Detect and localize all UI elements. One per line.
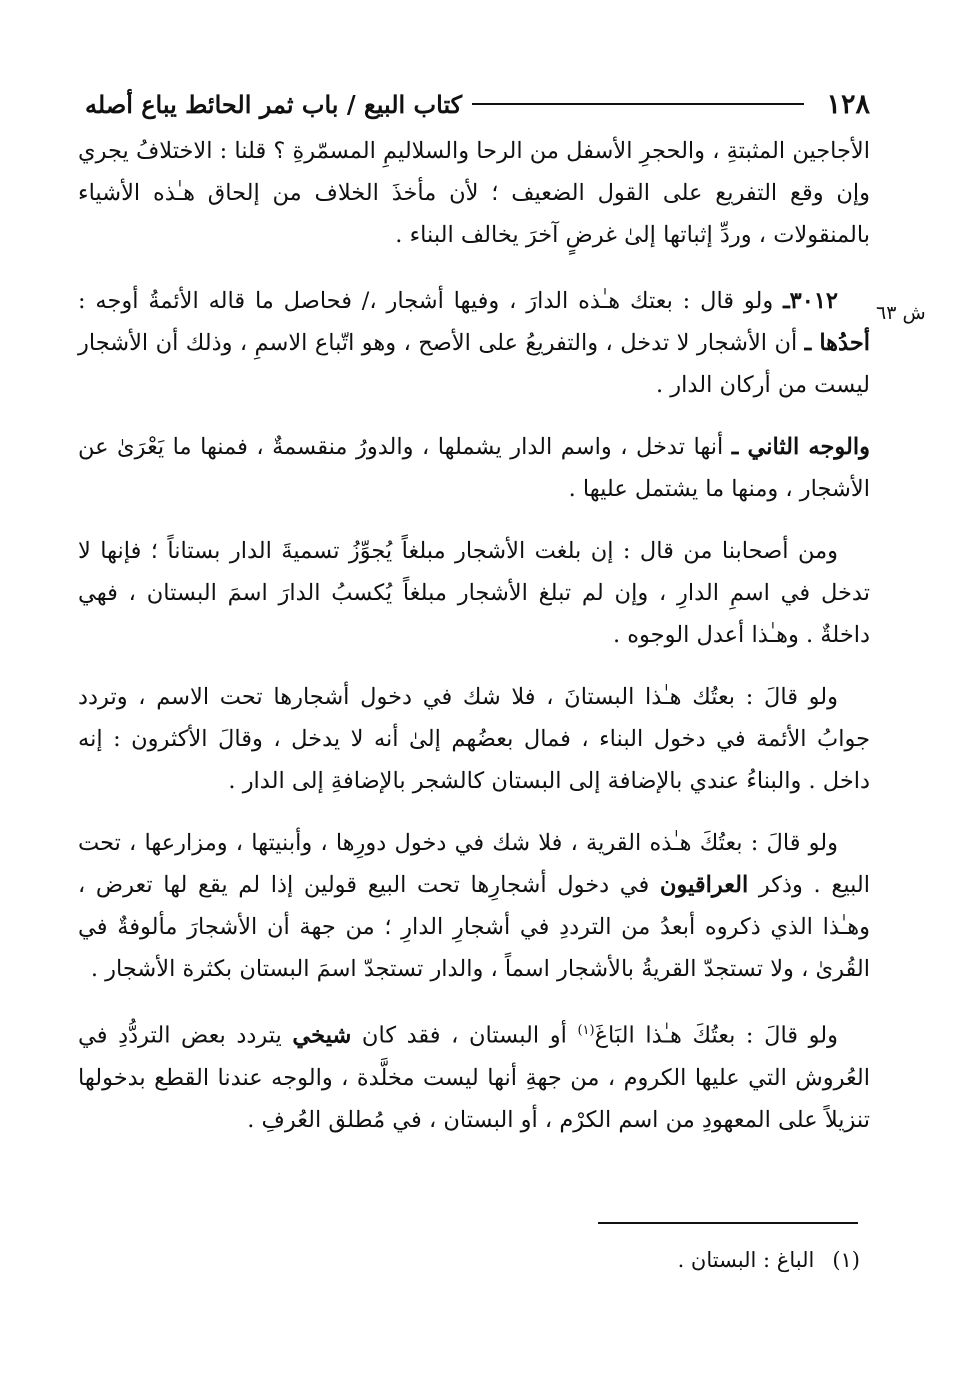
header-rule (472, 103, 804, 105)
page-header (85, 82, 870, 126)
page-number: ١٢٨ (826, 88, 870, 120)
footnote-number: (١) (832, 1248, 860, 1272)
footnote-marker[interactable]: (١) (577, 1023, 595, 1038)
footnote-separator (598, 1222, 858, 1224)
footnote (450, 1243, 860, 1277)
bold-term: أحدُها ـ (804, 330, 871, 356)
paragraph-text: ولو قالَ : بعتُك هـٰذا البستانَ ، فلا شك في دخول أشجارها تحت الاسم ، وتردد جوابُ الأئمة في دخول البناء ، فمال بعضُهم إلىٰ أنه لا يدخل ، وقالَ الأكثرون : إنه داخل . والبناءُ عندي بالإضافة إلى البستان كالشجر بالإضافةِ إلى الدار . (78, 684, 870, 794)
paragraph-text: يتردد بعض التردُّدِ في العُروش التي عليها الكروم ، من جهةِ أنها ليست مخلَّدة ، والوجه عندنا القطع بدخولها تنزيلاً على المعهودِ من اسم الكرْم ، أو البستان ، في مُطلق العُرفِ . (78, 1022, 870, 1133)
bold-term: والوجه الثاني ـ (731, 434, 870, 460)
paragraph-text: ولو قالَ : بعتُكَ هـٰذا البَاغَ (594, 1022, 839, 1049)
bold-term: العراقيون (659, 872, 749, 898)
bold-term: شيخي (292, 1022, 352, 1049)
paragraph-text: في دخول أشجارِها تحت البيع قولين إذا لم يقع لها تعرض ، وهـٰذا الذي ذكروه أبعدُ من الترددِ في أشجارِ الدارِ ؛ من جهة أن الأشجارَ مألوفةٌ في القُرىٰ ، ولا تستجدّ القريةُ بالأشجار اسماً ، والدار تستجدّ اسمَ البستان بكثرة الأشجار . (78, 872, 870, 982)
paragraph (78, 530, 870, 656)
paragraph-text: الأجاجين المثبتةِ ، والحجرِ الأسفل من الرحا والسلاليمِ المسمّرةِ ؟ قلنا : الاختلافُ يجري وإن وقع التفريع على القول الضعيف ؛ لأن مأخذَ الخلاف من إلحاق هـٰذه الأشياء بالمنقولات ، وردِّ إثباتها إلىٰ غرضٍ آخرَ يخالف البناء . (78, 138, 870, 248)
paragraph-text: ولو قالَ : بعتُكَ هـٰذه القرية ، فلا شك في دخول دورِها ، وأبنيتها ، ومزارعها ، تحت البيع . وذكر (78, 830, 870, 898)
paragraph (78, 676, 870, 802)
paragraph-text: أو البستان ، فقد كان (351, 1022, 578, 1049)
margin-reference: ش ٦٣ (876, 302, 926, 324)
paragraph-text: أن الأشجار لا تدخل ، والتفريعُ على الأصح ، وهو اتّباع الاسمِ ، وذلك أن الأشجار ليست من أركان الدار . (78, 330, 870, 398)
paragraph-text: أنها تدخل ، واسم الدار يشملها ، والدورُ منقسمةٌ ، فمنها ما يَعْرَىٰ عن الأشجار ، ومنها ما يشتمل عليها . (78, 434, 870, 502)
paragraph (78, 822, 870, 990)
paragraph-text: ولو قال : بعتك هـٰذه الدارَ ، وفيها أشجار ،/ فحاصل ما قاله الأئمةُ أوجه : (78, 288, 784, 314)
main-text (78, 130, 870, 1161)
paragraph-text: ومن أصحابنا من قال : إن بلغت الأشجار مبلغاً يُجوِّزُ تسميةَ الدار بستاناً ؛ فإنها لا تدخل في اسمِ الدارِ ، وإن لم تبلغ الأشجار مبلغاً يُكسبُ الدارَ اسمَ البستان ، فهي داخلةٌ . وهـٰذا أعدل الوجوه . (78, 538, 870, 648)
running-title: كتاب البيع / باب ثمر الحائط يباع أصله (85, 89, 463, 119)
paragraph (78, 130, 870, 256)
section-number: ٣٠١٢ـ (783, 288, 838, 314)
footnote-text: الباغ : البستان . (677, 1248, 815, 1272)
paragraph (78, 280, 870, 406)
paragraph (78, 1010, 870, 1141)
paragraph (78, 426, 870, 510)
